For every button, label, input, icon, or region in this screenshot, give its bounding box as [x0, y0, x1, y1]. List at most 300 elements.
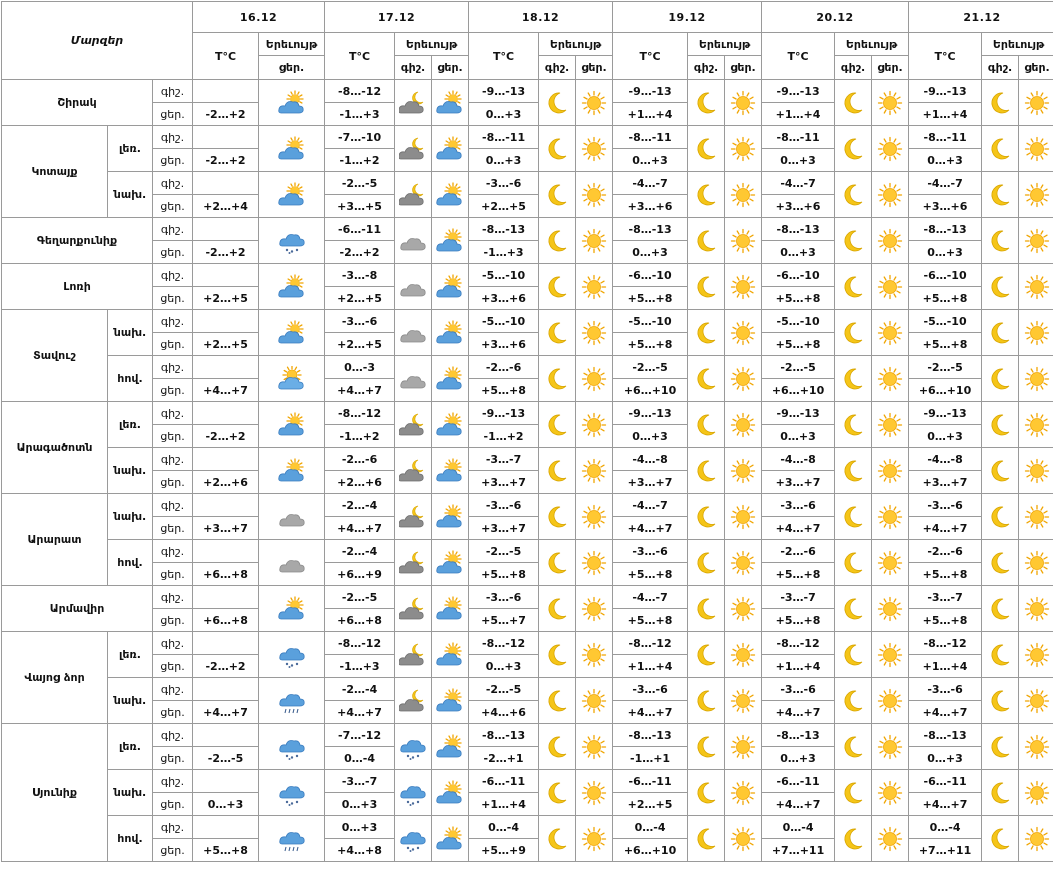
- temp-night: -2…-6: [469, 356, 539, 379]
- temp-day: +4…+7: [325, 701, 395, 724]
- moon-icon: [835, 632, 872, 678]
- moon-icon: [835, 724, 872, 770]
- temp-night: -4…-8: [909, 448, 982, 471]
- moon-icon: [982, 448, 1019, 494]
- region-name: Վայոց ձոր: [2, 632, 108, 724]
- sun-icon: [725, 540, 762, 586]
- table-row: [2, 310, 1053, 333]
- partly-cloudy-icon: [432, 724, 469, 770]
- sun-icon: [725, 80, 762, 126]
- moon-icon: [982, 356, 1019, 402]
- temp-night: -9…-13: [909, 402, 982, 425]
- moon-icon: [982, 632, 1019, 678]
- temp-night: [193, 770, 259, 793]
- weather-header: Երեւույթ: [539, 33, 613, 56]
- time-label: ցեր.: [153, 333, 193, 356]
- temp-night: -3…-7: [762, 586, 835, 609]
- sun-icon: [576, 586, 613, 632]
- moon-icon: [539, 218, 576, 264]
- moon-icon: [688, 310, 725, 356]
- night-header: գիշ.: [835, 56, 872, 80]
- partly-cloudy-icon: [259, 264, 325, 310]
- temp-night: [193, 494, 259, 517]
- temp-day: +6…+10: [909, 379, 982, 402]
- moon-icon: [982, 586, 1019, 632]
- night-header: գիշ.: [982, 56, 1019, 80]
- cloud-moon-icon: [395, 586, 432, 632]
- temp-night: -6…-10: [909, 264, 982, 287]
- temp-night: -3…-6: [909, 494, 982, 517]
- temp-day: +2…+6: [193, 471, 259, 494]
- sun-icon: [1019, 770, 1053, 816]
- temp-day: +4…+7: [762, 517, 835, 540]
- moon-icon: [982, 494, 1019, 540]
- partly-cloudy-icon: [259, 126, 325, 172]
- temp-night: -8…-11: [762, 126, 835, 149]
- temp-night: [193, 356, 259, 379]
- partly-cloudy-icon: [259, 402, 325, 448]
- table-row: [2, 770, 1053, 793]
- temp-day: 0…+3: [909, 241, 982, 264]
- time-label: գիշ.: [153, 494, 193, 517]
- temp-day: +5…+8: [762, 609, 835, 632]
- temp-day: 0…+3: [193, 793, 259, 816]
- temp-night: -2…-5: [469, 678, 539, 701]
- temp-night: [193, 678, 259, 701]
- temp-day: +6…+8: [193, 563, 259, 586]
- moon-icon: [835, 816, 872, 862]
- temp-day: +5…+8: [193, 839, 259, 862]
- time-label: գիշ.: [153, 678, 193, 701]
- moon-icon: [835, 770, 872, 816]
- sun-icon: [1019, 172, 1053, 218]
- temp-day: +2…+6: [325, 471, 395, 494]
- temp-night: [193, 632, 259, 655]
- table-row: [2, 586, 1053, 609]
- temp-night: -4…-7: [613, 172, 688, 195]
- temp-night: -3…-6: [469, 494, 539, 517]
- sun-icon: [872, 494, 909, 540]
- snow-cloud-icon: [259, 218, 325, 264]
- rain-cloud-icon: [259, 816, 325, 862]
- temp-day: +3…+5: [325, 195, 395, 218]
- time-label: գիշ.: [153, 586, 193, 609]
- sun-icon: [725, 402, 762, 448]
- temp-night: -3…-6: [613, 540, 688, 563]
- temp-night: -7…-10: [325, 126, 395, 149]
- moon-icon: [539, 540, 576, 586]
- temp-day: +4…+7: [909, 701, 982, 724]
- partly-cloudy-icon: [432, 586, 469, 632]
- time-label: ցեր.: [153, 103, 193, 126]
- moon-icon: [835, 494, 872, 540]
- temp-night: -4…-7: [613, 494, 688, 517]
- temp-night: [193, 80, 259, 103]
- temp-night: -2…-5: [613, 356, 688, 379]
- temp-day: -2…+2: [193, 103, 259, 126]
- temp-day: 0…+3: [762, 149, 835, 172]
- temp-day: +1…+4: [613, 103, 688, 126]
- time-label: ցեր.: [153, 655, 193, 678]
- temp-night: -2…-5: [762, 356, 835, 379]
- moon-icon: [539, 356, 576, 402]
- sun-icon: [576, 126, 613, 172]
- temp-day: +3…+6: [762, 195, 835, 218]
- weather-header: Երեւույթ: [395, 33, 469, 56]
- temp-day: +6…+8: [193, 609, 259, 632]
- partly-cloudy-icon: [432, 448, 469, 494]
- sun-icon: [725, 218, 762, 264]
- temp-day: -1…+1: [613, 747, 688, 770]
- temp-day: -2…+2: [193, 149, 259, 172]
- sun-icon: [576, 770, 613, 816]
- moon-icon: [688, 126, 725, 172]
- cloud-moon-icon: [395, 540, 432, 586]
- night-header: գիշ.: [395, 56, 432, 80]
- moon-icon: [688, 540, 725, 586]
- temp-day: 0…+3: [762, 241, 835, 264]
- temp-header: T°C: [909, 33, 982, 80]
- temp-night: -4…-7: [613, 586, 688, 609]
- sun-icon: [725, 586, 762, 632]
- sun-icon: [1019, 356, 1053, 402]
- temp-night: -8…-12: [469, 632, 539, 655]
- temp-night: -2…-5: [325, 172, 395, 195]
- temp-day: +2…+5: [613, 793, 688, 816]
- temp-night: -3…-7: [469, 448, 539, 471]
- table-row: [2, 172, 1053, 195]
- table-row: [2, 402, 1053, 425]
- table-title: Մարզեր: [2, 2, 193, 80]
- day-header: ցեր.: [725, 56, 762, 80]
- temp-day: 0…+3: [762, 425, 835, 448]
- snow-cloud-icon: [395, 770, 432, 816]
- region-name: Սյունիք: [2, 724, 108, 862]
- temp-night: [193, 724, 259, 747]
- temp-day: +1…+4: [613, 655, 688, 678]
- subregion-label: նախ.: [108, 310, 153, 356]
- sun-icon: [872, 816, 909, 862]
- temp-day: +5…+8: [762, 287, 835, 310]
- temp-day: +5…+8: [909, 609, 982, 632]
- cloud-icon: [259, 494, 325, 540]
- temp-day: +4…+7: [325, 379, 395, 402]
- temp-night: 0…-3: [325, 356, 395, 379]
- snow-cloud-icon: [259, 770, 325, 816]
- temp-day: +2…+5: [325, 333, 395, 356]
- cloud-moon-icon: [395, 448, 432, 494]
- moon-icon: [835, 310, 872, 356]
- sun-cloud-icon: [259, 356, 325, 402]
- temp-night: -4…-8: [613, 448, 688, 471]
- partly-cloudy-icon: [259, 448, 325, 494]
- temp-day: +1…+4: [469, 793, 539, 816]
- temp-night: -3…-8: [325, 264, 395, 287]
- moon-icon: [835, 126, 872, 172]
- sun-icon: [576, 816, 613, 862]
- temp-night: [193, 586, 259, 609]
- moon-icon: [982, 724, 1019, 770]
- temp-night: -9…-13: [613, 80, 688, 103]
- sun-icon: [872, 310, 909, 356]
- temp-night: -8…-13: [613, 218, 688, 241]
- cloud-icon: [395, 356, 432, 402]
- temp-day: -1…+3: [325, 655, 395, 678]
- sun-icon: [576, 448, 613, 494]
- temp-night: -3…-6: [613, 678, 688, 701]
- moon-icon: [835, 448, 872, 494]
- sun-icon: [576, 218, 613, 264]
- temp-night: -2…-5: [325, 586, 395, 609]
- temp-day: -2…+2: [193, 425, 259, 448]
- subregion-label: լեռ.: [108, 724, 153, 770]
- moon-icon: [688, 816, 725, 862]
- temp-day: +6…+10: [613, 839, 688, 862]
- temp-day: -2…+2: [193, 655, 259, 678]
- partly-cloudy-icon: [432, 678, 469, 724]
- moon-icon: [982, 770, 1019, 816]
- time-label: գիշ.: [153, 80, 193, 103]
- temp-night: -3…-6: [469, 172, 539, 195]
- partly-cloudy-icon: [432, 816, 469, 862]
- partly-cloudy-icon: [432, 172, 469, 218]
- temp-day: +3…+6: [909, 195, 982, 218]
- temp-night: [193, 402, 259, 425]
- temp-night: [193, 540, 259, 563]
- moon-icon: [539, 402, 576, 448]
- subregion-label: նախ.: [108, 448, 153, 494]
- temp-night: -9…-13: [762, 80, 835, 103]
- temp-day: +3…+7: [613, 471, 688, 494]
- sun-icon: [872, 678, 909, 724]
- partly-cloudy-icon: [259, 172, 325, 218]
- night-header: գիշ.: [688, 56, 725, 80]
- time-label: գիշ.: [153, 402, 193, 425]
- temp-day: +5…+9: [469, 839, 539, 862]
- cloud-moon-icon: [395, 494, 432, 540]
- sun-icon: [1019, 218, 1053, 264]
- moon-icon: [982, 678, 1019, 724]
- moon-icon: [539, 632, 576, 678]
- temp-night: -3…-6: [762, 678, 835, 701]
- temp-night: -5…-10: [909, 310, 982, 333]
- temp-day: -2…+2: [193, 241, 259, 264]
- sun-icon: [725, 632, 762, 678]
- partly-cloudy-icon: [432, 402, 469, 448]
- temp-night: -9…-13: [762, 402, 835, 425]
- moon-icon: [688, 448, 725, 494]
- temp-night: 0…+3: [325, 816, 395, 839]
- temp-day: +4…+7: [193, 379, 259, 402]
- forecast-table: [1, 1, 1053, 862]
- sun-icon: [872, 80, 909, 126]
- region-name: Կոտայք: [2, 126, 108, 218]
- subregion-label: նախ.: [108, 494, 153, 540]
- time-label: ցեր.: [153, 701, 193, 724]
- temp-night: -5…-10: [762, 310, 835, 333]
- temp-day: +4…+7: [613, 701, 688, 724]
- region-name: Արարատ: [2, 494, 108, 586]
- moon-icon: [835, 264, 872, 310]
- day-header: ցեր.: [432, 56, 469, 80]
- temp-day: +3…+7: [469, 471, 539, 494]
- moon-icon: [688, 402, 725, 448]
- date-header: 20.12: [762, 2, 909, 33]
- moon-icon: [835, 540, 872, 586]
- sun-icon: [725, 310, 762, 356]
- temp-header: T°C: [762, 33, 835, 80]
- temp-night: -8…-12: [325, 632, 395, 655]
- moon-icon: [688, 724, 725, 770]
- temp-night: -8…-12: [762, 632, 835, 655]
- temp-night: -6…-11: [613, 770, 688, 793]
- time-label: ցեր.: [153, 287, 193, 310]
- time-label: ցեր.: [153, 471, 193, 494]
- temp-day: 0…+3: [909, 149, 982, 172]
- moon-icon: [688, 264, 725, 310]
- moon-icon: [688, 586, 725, 632]
- sun-icon: [576, 678, 613, 724]
- temp-night: -7…-12: [325, 724, 395, 747]
- temp-night: -6…-10: [762, 264, 835, 287]
- sun-icon: [725, 770, 762, 816]
- weather-header: Երեւույթ: [982, 33, 1053, 56]
- table-row: [2, 724, 1053, 747]
- moon-icon: [835, 80, 872, 126]
- snow-cloud-icon: [395, 724, 432, 770]
- moon-icon: [688, 678, 725, 724]
- time-label: ցեր.: [153, 379, 193, 402]
- sun-icon: [725, 724, 762, 770]
- temp-day: +1…+4: [909, 103, 982, 126]
- temp-day: +6…+10: [613, 379, 688, 402]
- cloud-icon: [395, 310, 432, 356]
- sun-icon: [725, 448, 762, 494]
- region-name: Արմավիր: [2, 586, 153, 632]
- temp-night: -5…-10: [613, 310, 688, 333]
- cloud-icon: [395, 264, 432, 310]
- temp-day: 0…+3: [613, 425, 688, 448]
- time-label: գիշ.: [153, 126, 193, 149]
- cloud-icon: [395, 218, 432, 264]
- moon-icon: [539, 678, 576, 724]
- temp-day: +3…+7: [909, 471, 982, 494]
- subregion-label: նախ.: [108, 172, 153, 218]
- temp-night: -6…-11: [325, 218, 395, 241]
- temp-day: +4…+7: [193, 701, 259, 724]
- temp-night: -8…-13: [909, 724, 982, 747]
- temp-day: +3…+7: [193, 517, 259, 540]
- temp-day: +5…+8: [613, 609, 688, 632]
- snow-cloud-icon: [395, 816, 432, 862]
- temp-night: 0…-4: [469, 816, 539, 839]
- sun-icon: [725, 126, 762, 172]
- temp-night: -8…-11: [909, 126, 982, 149]
- moon-icon: [688, 80, 725, 126]
- temp-day: -2…+1: [469, 747, 539, 770]
- partly-cloudy-icon: [432, 218, 469, 264]
- temp-day: +4…+7: [325, 517, 395, 540]
- sun-icon: [576, 494, 613, 540]
- partly-cloudy-icon: [432, 540, 469, 586]
- temp-night: -2…-5: [909, 356, 982, 379]
- temp-day: 0…+3: [613, 149, 688, 172]
- time-label: ցեր.: [153, 195, 193, 218]
- weather-header: Երեւույթ: [835, 33, 909, 56]
- sun-icon: [576, 310, 613, 356]
- temp-night: -6…-11: [469, 770, 539, 793]
- temp-day: +3…+6: [469, 333, 539, 356]
- temp-day: 0…+3: [325, 793, 395, 816]
- temp-day: -2…-5: [193, 747, 259, 770]
- table-row: [2, 356, 1053, 379]
- partly-cloudy-icon: [259, 310, 325, 356]
- partly-cloudy-icon: [432, 356, 469, 402]
- partly-cloudy-icon: [432, 80, 469, 126]
- cloud-icon: [259, 540, 325, 586]
- moon-icon: [539, 816, 576, 862]
- sun-icon: [576, 356, 613, 402]
- moon-icon: [539, 448, 576, 494]
- sun-icon: [1019, 586, 1053, 632]
- table-row: [2, 218, 1053, 241]
- temp-night: -8…-13: [909, 218, 982, 241]
- temp-night: -3…-6: [762, 494, 835, 517]
- moon-icon: [539, 310, 576, 356]
- temp-day: +6…+10: [762, 379, 835, 402]
- temp-night: -3…-6: [469, 586, 539, 609]
- moon-icon: [835, 678, 872, 724]
- moon-icon: [835, 218, 872, 264]
- sun-icon: [576, 264, 613, 310]
- temp-header: T°C: [613, 33, 688, 80]
- sun-icon: [1019, 678, 1053, 724]
- temp-night: [193, 448, 259, 471]
- table-row: [2, 448, 1053, 471]
- temp-day: +2…+5: [325, 287, 395, 310]
- date-header: 19.12: [613, 2, 762, 33]
- sun-icon: [1019, 632, 1053, 678]
- moon-icon: [688, 632, 725, 678]
- temp-day: +5…+8: [909, 333, 982, 356]
- subregion-label: նախ.: [108, 678, 153, 724]
- temp-day: +5…+8: [469, 563, 539, 586]
- cloud-moon-icon: [395, 126, 432, 172]
- sun-icon: [725, 356, 762, 402]
- temp-day: +5…+8: [909, 563, 982, 586]
- time-label: ցեր.: [153, 241, 193, 264]
- partly-cloudy-icon: [432, 264, 469, 310]
- moon-icon: [539, 494, 576, 540]
- temp-day: +5…+8: [613, 287, 688, 310]
- time-label: ցեր.: [153, 793, 193, 816]
- temp-day: +1…+4: [909, 655, 982, 678]
- time-label: գիշ.: [153, 816, 193, 839]
- temp-night: -3…-6: [325, 310, 395, 333]
- temp-night: -8…-11: [613, 126, 688, 149]
- sun-icon: [576, 724, 613, 770]
- table-row: [2, 678, 1053, 701]
- partly-cloudy-icon: [259, 80, 325, 126]
- temp-night: [193, 126, 259, 149]
- temp-day: +6…+8: [325, 609, 395, 632]
- temp-night: 0…-4: [909, 816, 982, 839]
- temp-night: 0…-4: [762, 816, 835, 839]
- temp-night: -3…-6: [909, 678, 982, 701]
- time-label: ցեր.: [153, 609, 193, 632]
- subregion-label: նախ.: [108, 770, 153, 816]
- subregion-label: լեռ.: [108, 402, 153, 448]
